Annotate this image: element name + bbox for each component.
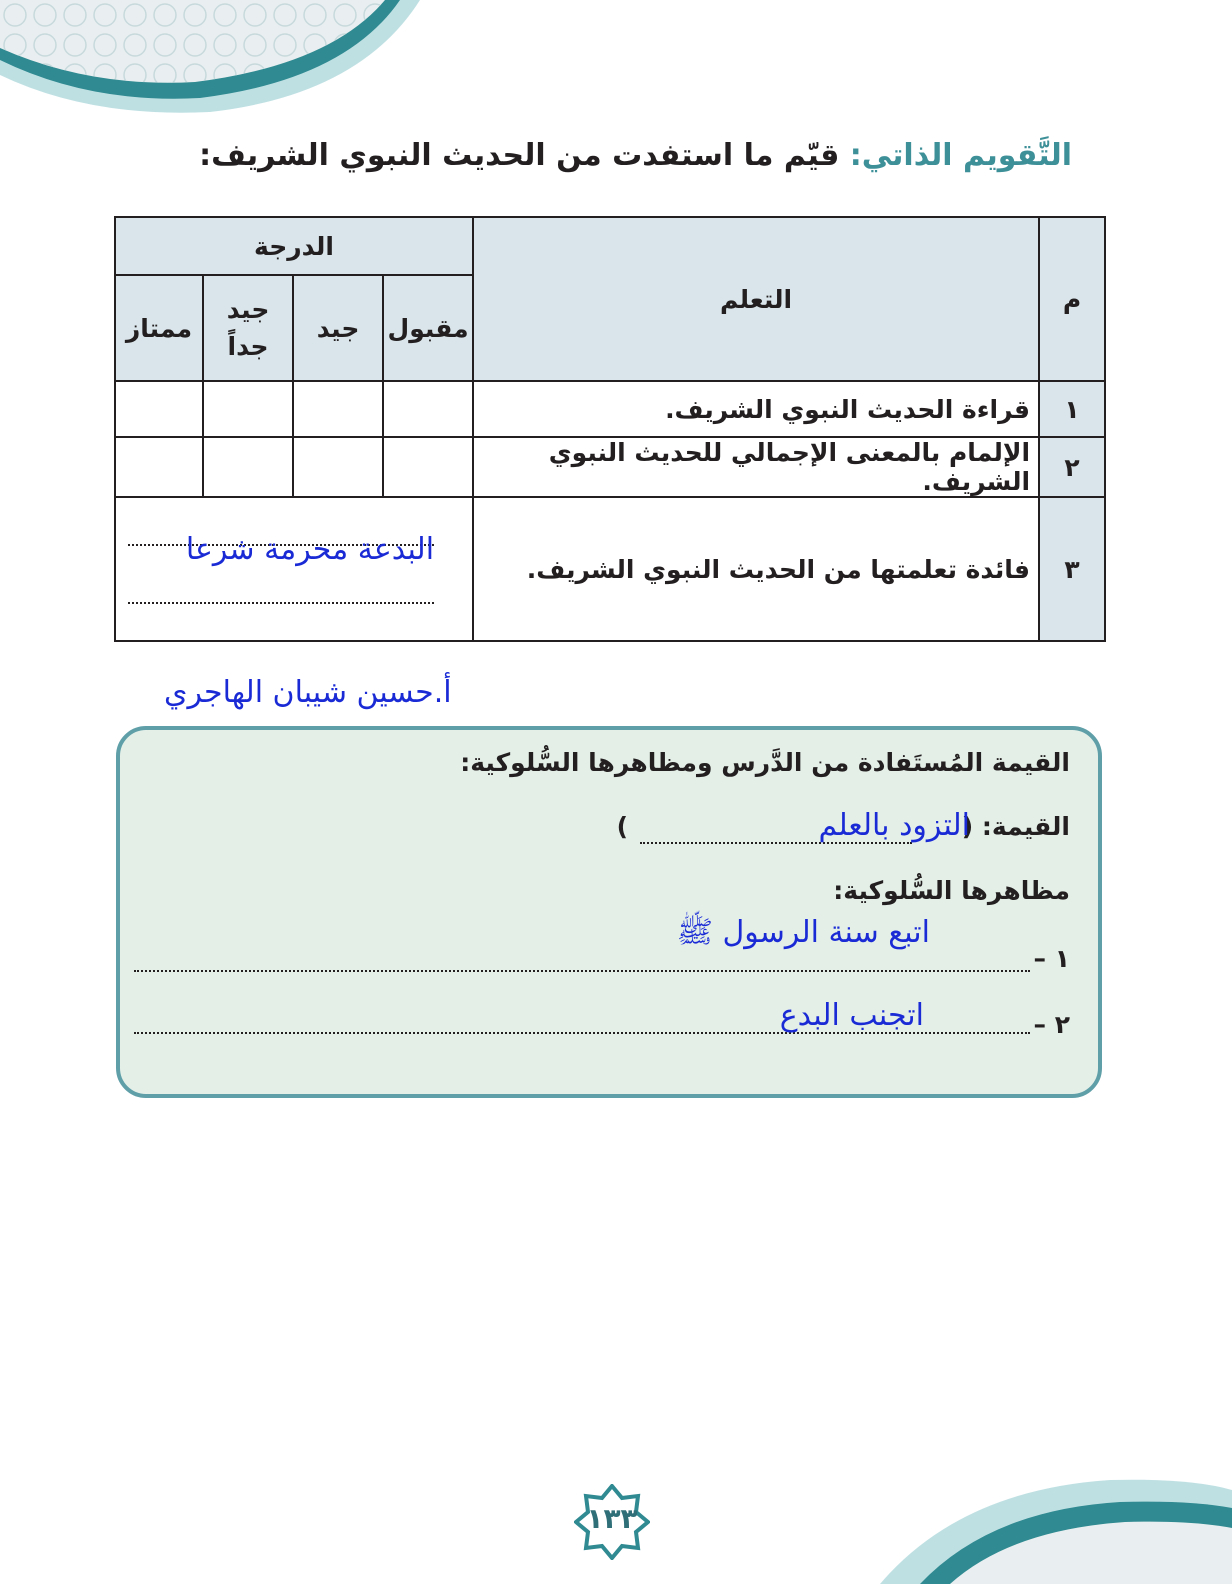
behavior-num: ١ –	[1033, 944, 1070, 973]
page-number-badge	[574, 1484, 650, 1560]
header-learning: التعلم	[473, 217, 1039, 381]
grade-acceptable: مقبول	[383, 275, 473, 381]
evaluation-table	[114, 216, 1106, 642]
header-grade: الدرجة	[115, 217, 473, 275]
grade-cell[interactable]	[383, 437, 473, 497]
behavior-num: ٢ –	[1033, 1010, 1070, 1039]
behavior-answer: اتجنب البدع	[779, 998, 924, 1033]
value-label: القيمة: (	[961, 812, 1070, 841]
value-close: )	[616, 812, 628, 841]
grade-good: جيد	[293, 275, 383, 381]
row-num: ٢	[1039, 437, 1105, 497]
row-text: قراءة الحديث النبوي الشريف.	[473, 381, 1039, 437]
benefit-answer-cell[interactable]	[115, 497, 473, 641]
grade-cell[interactable]	[293, 437, 383, 497]
grade-cell[interactable]	[293, 381, 383, 437]
table-row	[115, 381, 1105, 437]
row-text: الإلمام بالمعنى الإجمالي للحديث النبوي الشريف.	[473, 437, 1039, 497]
behaviors-label: مظاهرها السُّلوكية:	[833, 876, 1070, 905]
page-title	[199, 138, 1072, 173]
behavior-answer: اتبع سنة الرسول ﷺ	[676, 915, 930, 950]
grade-cell[interactable]	[203, 437, 293, 497]
behavior-dotted-line[interactable]	[134, 970, 1030, 972]
table-row	[115, 497, 1105, 641]
header-num: م	[1039, 217, 1105, 381]
row-num: ١	[1039, 381, 1105, 437]
benefit-answer: البدعة محرمة شرعا	[185, 532, 435, 567]
teacher-name: أ.حسين شيبان الهاجري	[164, 675, 452, 710]
value-box	[116, 726, 1102, 1098]
table-row	[115, 437, 1105, 497]
footer-ornament	[880, 1450, 1232, 1584]
title-text: قيّم ما استفدت من الحديث النبوي الشريف:	[199, 138, 840, 173]
row-num: ٣	[1039, 497, 1105, 641]
row-text: فائدة تعلمتها من الحديث النبوي الشريف.	[473, 497, 1039, 641]
value-answer: التزود بالعلم	[818, 808, 970, 843]
value-heading: القيمة المُستَفادة من الدَّرس ومظاهرها السُّلوكية:	[460, 748, 1070, 777]
page-number: ١٣٣	[586, 1502, 638, 1535]
header-ornament	[0, 0, 420, 120]
grade-cell[interactable]	[383, 381, 473, 437]
title-label: التَّقويم الذاتي:	[849, 138, 1072, 173]
grade-cell[interactable]	[203, 381, 293, 437]
grade-cell[interactable]	[115, 381, 203, 437]
grade-very-good: جيد جداً	[203, 275, 293, 381]
grade-excellent: ممتاز	[115, 275, 203, 381]
grade-cell[interactable]	[115, 437, 203, 497]
